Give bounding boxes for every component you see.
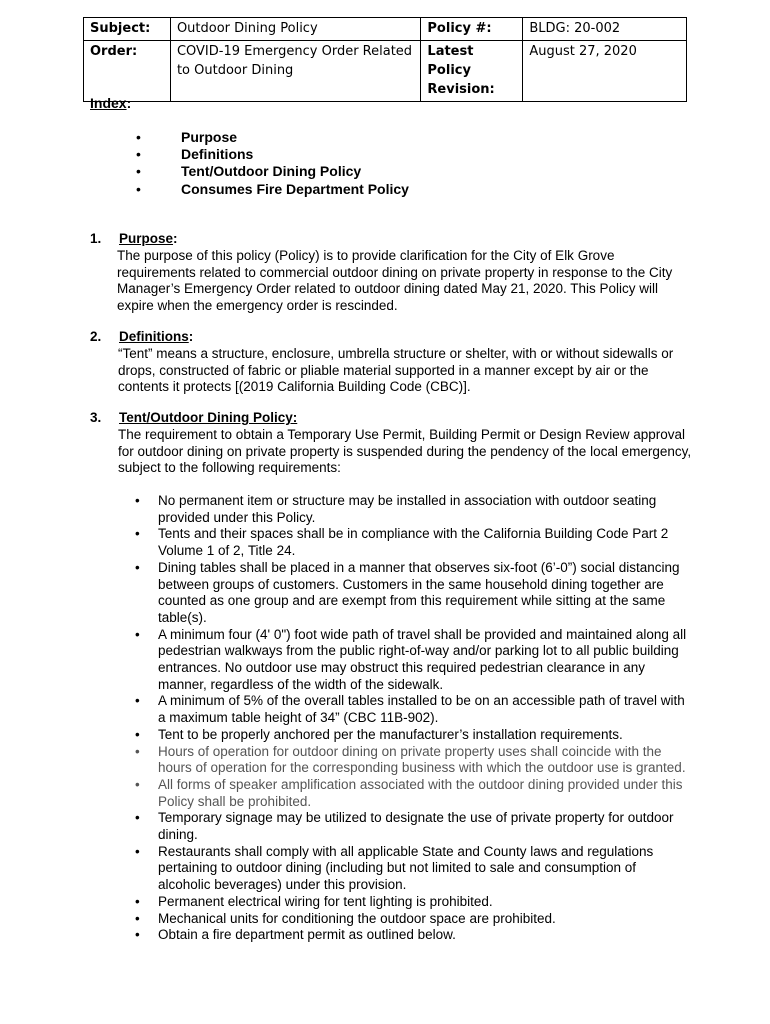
- order-value: COVID-19 Emergency Order Related to Outdoor Dining: [170, 41, 420, 102]
- index-item: • Consumes Fire Department Policy: [128, 181, 409, 198]
- section-body: The purpose of this policy (Policy) is to provide clarification for the City of Elk Grove requirements related to commercial outdoor dining on private property in response to the City Manager’s Emergency Order related to outdoor dining dated May 21, 2020. This Policy will expire when the emergency order is rescinded.: [117, 248, 673, 314]
- policy-number-label: Policy #:: [421, 18, 523, 41]
- section-heading-text: Tent/Outdoor Dining Policy:: [119, 410, 298, 425]
- section-heading-text: Purpose: [119, 231, 174, 246]
- requirement-item: • Tents and their spaces shall be in compliance with the California Building Code Part 2 Volume 1 of 2, Title 24.: [128, 526, 688, 559]
- policy-number-value: BLDG: 20-002: [523, 18, 687, 41]
- section-heading-text: Definitions: [119, 329, 189, 344]
- section-heading: [119, 231, 178, 248]
- requirement-item: • A minimum four (4' 0") foot wide path of travel shall be provided and maintained along all pedestrian walkways from the public right-of-way and/or parking lot to all public building entrances. No outdoor use may obstruct this required pedestrian clearance in any manner, regardless of the width of the sidewalk.: [128, 627, 688, 694]
- index-item: • Purpose: [128, 129, 409, 146]
- requirement-item: • Tent to be properly anchored per the manufacturer’s installation requirements.: [128, 727, 688, 744]
- revision-label: Latest Policy Revision:: [421, 41, 523, 102]
- section-body: “Tent” means a structure, enclosure, umbrella structure or shelter, with or without sidewalls or drops, constructed of fabric or pliable material supported in a manner except by air or the contents it protects [(2019 California Building Code (CBC)].: [118, 346, 674, 395]
- index-item: • Definitions: [128, 146, 409, 163]
- index-list: [128, 129, 409, 198]
- section-number: 3.: [90, 410, 102, 425]
- requirement-item: • All forms of speaker amplification associated with the outdoor dining provided under this Policy shall be prohibited.: [128, 777, 688, 810]
- section-number: 2.: [90, 329, 102, 344]
- section-number: 1.: [90, 231, 102, 246]
- index-item: • Tent/Outdoor Dining Policy: [128, 163, 409, 180]
- policy-header-table: [83, 17, 687, 102]
- requirements-list: [128, 493, 688, 944]
- index-title-text: Index: [90, 95, 127, 111]
- requirement-item: • Temporary signage may be utilized to designate the use of private property for outdoor dining.: [128, 810, 688, 843]
- requirement-item: • Mechanical units for conditioning the outdoor space are prohibited.: [128, 911, 688, 928]
- section-body: The requirement to obtain a Temporary Use Permit, Building Permit or Design Review approval for outdoor dining on private property is suspended during the pendency of the local emergency, subject to the following requirements:: [118, 427, 692, 476]
- index-heading: [90, 95, 131, 111]
- requirement-item: • Permanent electrical wiring for tent lighting is prohibited.: [128, 894, 688, 911]
- requirement-item: • Dining tables shall be placed in a manner that observes six-foot (6’-0”) social distancing between groups of customers. Customers in the same household dining together are counted as one group and are exempt from this requirement while sitting at the same table(s).: [128, 560, 688, 627]
- requirement-item: • Hours of operation for outdoor dining on private property uses shall coincide with the hours of operation for the corresponding business with which the outdoor use is granted.: [128, 744, 688, 777]
- subject-value: Outdoor Dining Policy: [170, 18, 420, 41]
- revision-value: August 27, 2020: [523, 41, 687, 102]
- subject-label: Subject:: [84, 18, 171, 41]
- order-label: Order:: [84, 41, 171, 102]
- requirement-item: • Restaurants shall comply with all applicable State and County laws and regulations pertaining to outdoor dining (including but not limited to sale and consumption of alcoholic beverages) under this provision.: [128, 844, 688, 894]
- requirement-item: • No permanent item or structure may be installed in association with outdoor seating provided under this Policy.: [128, 493, 688, 526]
- section-heading-colon: :: [188, 329, 194, 344]
- section-heading: [119, 410, 297, 427]
- index-colon: :: [126, 95, 132, 111]
- requirement-item: • Obtain a fire department permit as outlined below.: [128, 927, 688, 944]
- section-heading-colon: :: [173, 231, 178, 246]
- requirement-item: • A minimum of 5% of the overall tables installed to be on an accessible path of travel with a maximum table height of 34” (CBC 11B-902).: [128, 693, 688, 726]
- section-heading: [119, 329, 193, 346]
